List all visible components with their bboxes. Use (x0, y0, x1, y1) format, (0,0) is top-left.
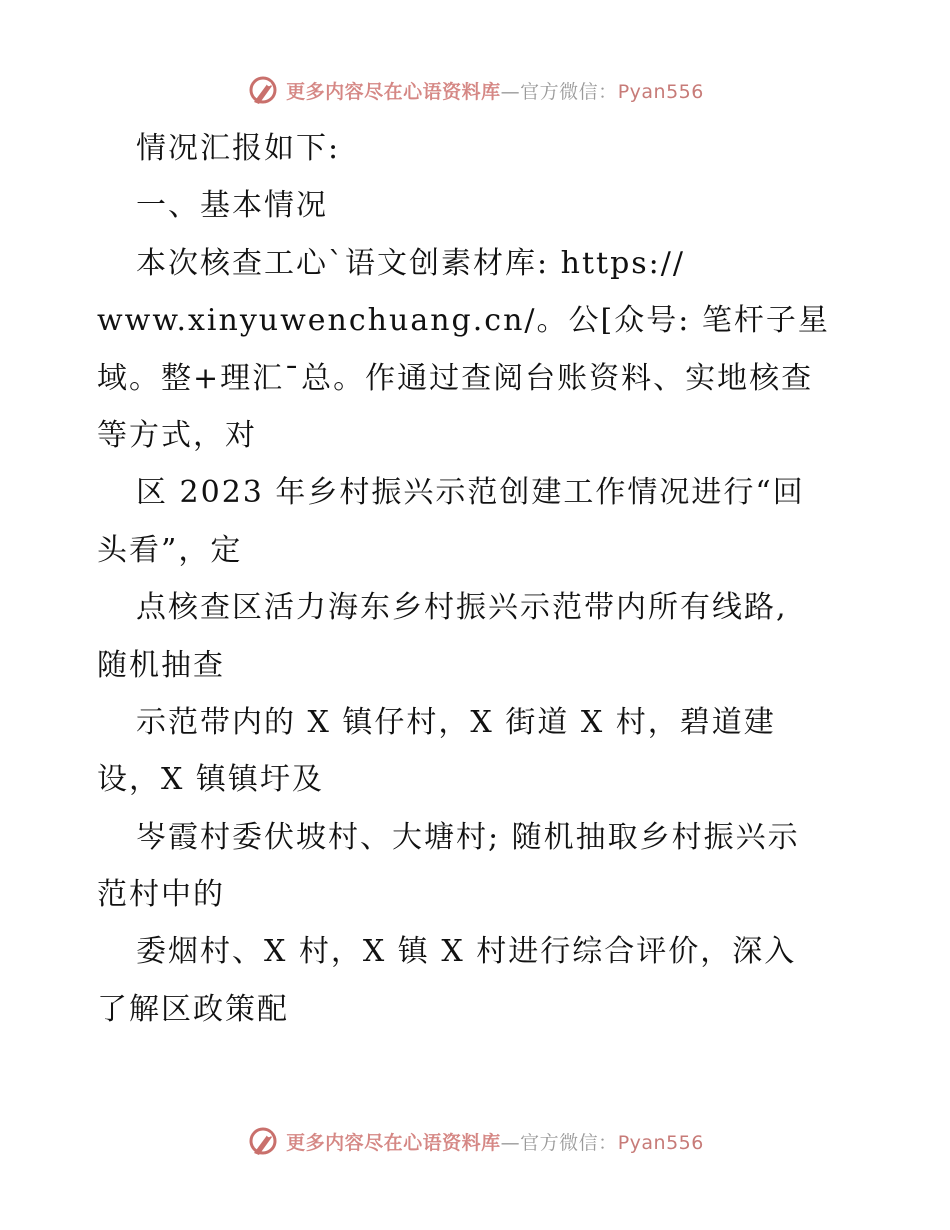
watermark-wechat-label: 官方微信： (520, 80, 618, 103)
watermark-wechat-id: Pyan556 (617, 1131, 704, 1154)
watermark-text (286, 1128, 704, 1155)
watermark-footer (0, 1121, 950, 1161)
doc-line: 委烟村、X 村，X 镇 X 村进行综合评价，深入 (136, 934, 797, 970)
doc-line: 区 2023 年乡村振兴示范创建工作情况进行“回 (136, 475, 805, 511)
watermark-wechat-label: 官方微信： (520, 1131, 618, 1154)
doc-line: 头看”，定 (97, 532, 243, 568)
watermark-separator: — (500, 1131, 521, 1154)
watermark-separator: — (500, 80, 521, 103)
watermark-header (0, 70, 950, 110)
watermark-text (286, 77, 704, 104)
watermark-source-text: 更多内容尽在心语资料库 (286, 80, 501, 103)
document-body (97, 120, 857, 1038)
doc-line: www.xinyuwenchuang.cn/。公[众号: 笔杆子星 (97, 303, 830, 339)
doc-line: 了解区政策配 (97, 991, 289, 1027)
doc-line: 岑霞村委伏坡村、大塘村; 随机抽取乡村振兴示 (136, 819, 800, 855)
doc-line: 点核查区活力海东乡村振兴示范带内所有线路, (136, 590, 788, 626)
pen-nib-logo-icon (246, 1124, 280, 1158)
pen-nib-logo-icon (246, 73, 280, 107)
watermark-source-text: 更多内容尽在心语资料库 (286, 1131, 501, 1154)
doc-line: 等方式，对 (97, 417, 257, 453)
doc-line: 设，X 镇镇圩及 (97, 762, 324, 798)
doc-line: 情况汇报如下: (136, 131, 341, 166)
watermark-wechat-id: Pyan556 (617, 80, 704, 103)
doc-line: 随机抽查 (97, 647, 225, 683)
doc-line: 示范带内的 X 镇仔村，X 街道 X 村，碧道建 (136, 704, 776, 740)
doc-line: 本次核查工心`语文创素材库: https:// (136, 245, 685, 281)
section-heading: 一、基本情况 (136, 188, 328, 224)
doc-line: 范村中的 (97, 877, 225, 913)
doc-line: 域。整+理汇¯总。作通过查阅台账资料、实地核查 (97, 360, 814, 396)
